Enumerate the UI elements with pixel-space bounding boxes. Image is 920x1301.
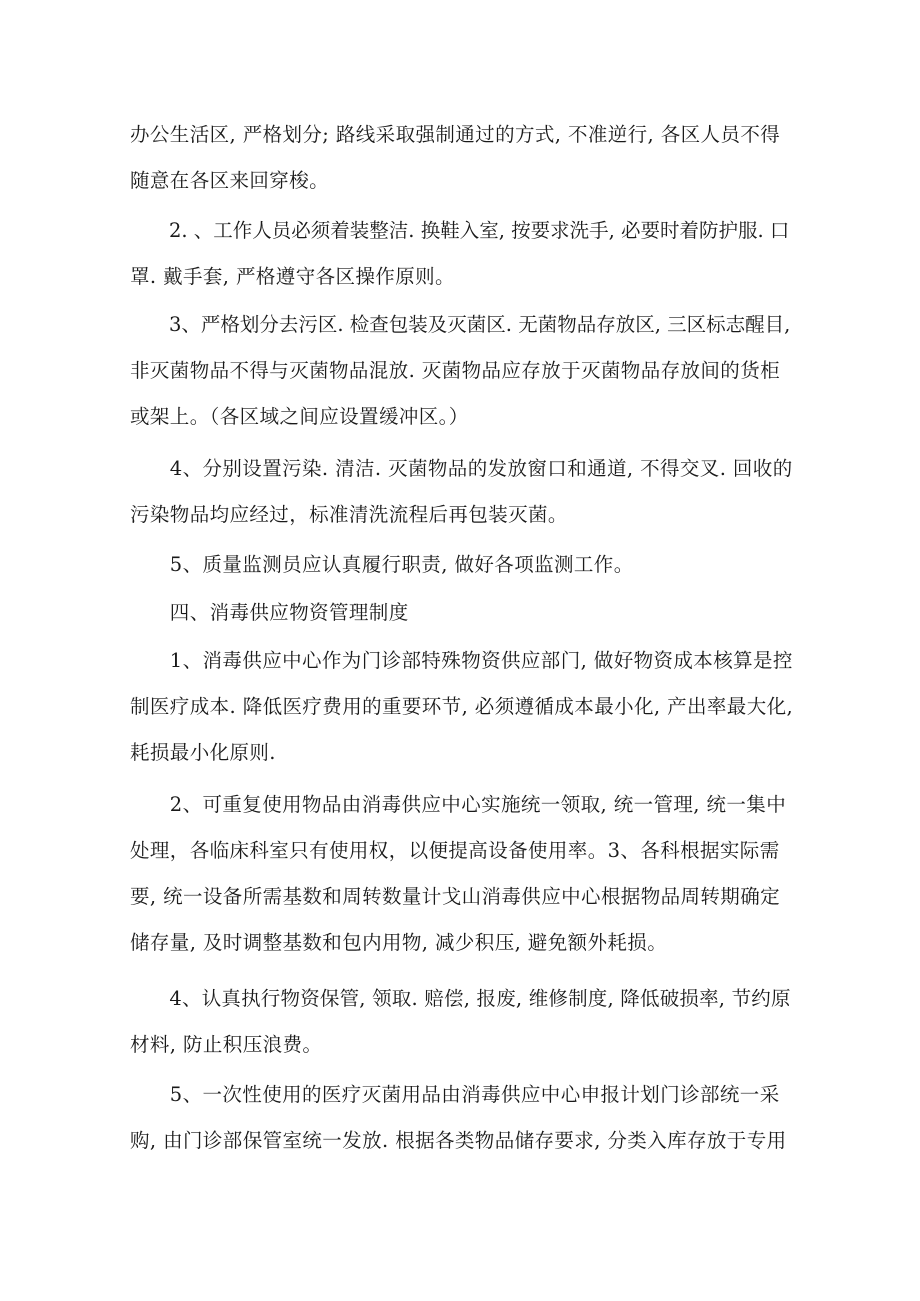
- text-line: 非灭菌物品不得与灭菌物品混放. 灭菌物品应存放于灭菌物品存放间的货柜: [130, 359, 780, 382]
- text-line: 3、严格划分去污区. 检查包装及灭菌区. 无菌物品存放区, 三区标志醒目,: [130, 313, 791, 336]
- paragraph-staff-dress: [130, 208, 795, 300]
- paragraph-reusable-items: [130, 782, 795, 966]
- paragraph-distribution-windows: [130, 446, 795, 538]
- text-line: 2、可重复使用物品由消毒供应中心实施统一领取, 统一管理, 统一集中: [130, 793, 787, 816]
- text-line: 罩. 戴手套, 严格遵守各区操作原则。: [130, 265, 455, 288]
- text-line: 1、消毒供应中心作为门诊部特殊物资供应部门, 做好物资成本核算是控: [130, 649, 793, 672]
- paragraph-zoning-continuation: [130, 112, 795, 204]
- text-line: 储存量, 及时调整基数和包内用物, 减少积压, 避免额外耗损。: [130, 931, 668, 954]
- text-line: 5、质量监测员应认真履行职责, 做好各项监测工作。: [130, 553, 634, 576]
- paragraph-cost-accounting: [130, 638, 795, 776]
- text-line: 购, 由门诊部保管室统一发放. 根据各类物品储存要求, 分类入库存放于专用: [130, 1129, 787, 1152]
- text-line: 4、认真执行物资保管, 领取. 赔偿, 报废, 维修制度, 降低破损率, 节约原: [130, 987, 791, 1010]
- text-line: 污染物品均应经过，标准清洗流程后再包装灭菌。: [130, 503, 568, 526]
- section-heading-supplies-management: [130, 590, 795, 636]
- text-line: 制医疗成本. 降低医疗费用的重要环节, 必须遵循成本最小化, 产出率最大化,: [130, 695, 794, 718]
- text-line: 处理，各临床科室只有使用权，以便提高设备使用率。3、各科根据实际需: [130, 839, 780, 862]
- text-line: 材料, 防止积压浪费。: [130, 1033, 323, 1056]
- paragraph-custody-rules: [130, 976, 795, 1068]
- text-line: 耗损最小化原则.: [130, 741, 276, 764]
- text-line: 2. 、工作人员必须着装整洁. 换鞋入室, 按要求洗手, 必要时着防护服. 口: [130, 219, 790, 242]
- paragraph-disposable-items: [130, 1072, 795, 1164]
- text-line: 四、消毒供应物资管理制度: [130, 601, 409, 624]
- paragraph-quality-monitor: [130, 542, 795, 588]
- paragraph-zone-separation: [130, 302, 795, 440]
- text-line: 随意在各区来回穿梭。: [130, 169, 330, 192]
- text-line: 4、分别设置污染. 清洁. 灭菌物品的发放窗口和通道, 不得交叉. 回收的: [130, 457, 793, 480]
- text-line: 要, 统一设备所需基数和周转数量计戈山消毒供应中心根据物品周转期确定: [130, 885, 780, 908]
- text-line: 办公生活区, 严格划分; 路线采取强制通过的方式, 不准逆行, 各区人员不得: [130, 123, 781, 146]
- text-line: 或架上。（各区域之间应设置缓冲区。）: [130, 405, 469, 428]
- text-line: 5、一次性使用的医疗灭菌用品由消毒供应中心申报计划门诊部统一采: [130, 1083, 780, 1106]
